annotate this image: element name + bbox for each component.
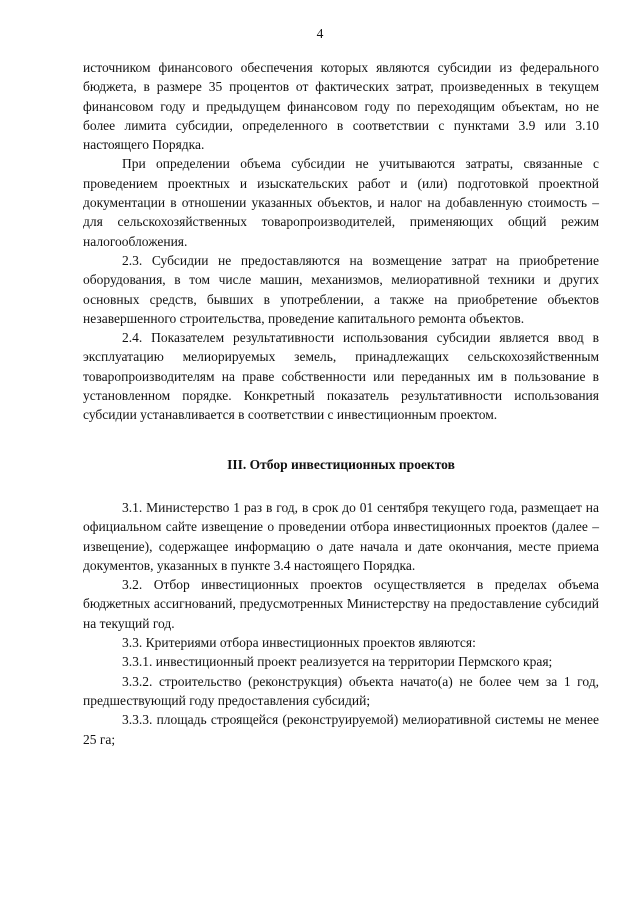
paragraph: 3.2. Отбор инвестиционных проектов осуществляется в пределах объема бюджетных ассигнований, предусмотренных Министерству на предоставление субсидий на текущий год. <box>83 577 599 631</box>
paragraph: При определении объема субсидии не учитываются затраты, связанные с проведением проектных и изыскательских работ и (или) подготовкой проектной документации в отношении указанных объектов, и налог на добавленную стоимость – для сельскохозяйственных товаропроизводителей, применяющих общий режим налогообложения. <box>83 156 599 249</box>
section-ii-continuation <box>83 58 599 425</box>
page-number: 4 <box>316 26 324 41</box>
paragraph: 3.3. Критериями отбора инвестиционных проектов являются: <box>122 635 476 651</box>
paragraph: 3.1. Министерство 1 раз в год, в срок до 01 сентября текущего года, размещает на официальном сайте извещение о проведении отбора инвестиционных проектов (далее – извещение), содержащее информацию о дате начала и дате окончания, месте приема документов, указанных в пункте 3.4 настоящего Порядка. <box>83 499 599 573</box>
paragraph: 3.3.1. инвестиционный проект реализуется на территории Пермского края; <box>122 654 553 670</box>
paragraph: 3.3.3. площадь строящейся (реконструируемой) мелиоративной системы не менее 25 га; <box>83 712 599 747</box>
paragraph: 3.3.2. строительство (реконструкция) объекта начато(а) не более чем за 1 год, предшествующий году предоставления субсидий; <box>83 673 599 708</box>
paragraph: 2.3. Субсидии не предоставляются на возмещение затрат на приобретение оборудования, в том числе машин, механизмов, мелиоративной техники и других основных средств, бывших в употреблении, а также на приобретение объектов незавершенного строительства, проведение капитального ремонта объектов. <box>83 252 599 326</box>
section-iii-body <box>83 498 599 749</box>
section-heading: III. Отбор инвестиционных проектов <box>227 456 455 472</box>
paragraph: 2.4. Показателем результативности использования субсидии является ввод в эксплуатацию мелиорируемых земель, принадлежащих сельскохозяйственным товаропроизводителям на праве собственности или переданных им в пользование в установленном порядке. Конкретный показатель результативности использования субсидии устанавливается в соответствии с инвестиционным проектом. <box>83 330 599 423</box>
paragraph: источником финансового обеспечения которых являются субсидии из федерального бюджета, в размере 35 процентов от фактических затрат, произведенных в текущем финансовом году и предыдущем финансовом году по переходящим объектам, но не более лимита субсидии, определенного в соответствии с пунктами 3.9 или 3.10 настоящего Порядка. <box>83 60 599 153</box>
document-body <box>83 58 599 749</box>
